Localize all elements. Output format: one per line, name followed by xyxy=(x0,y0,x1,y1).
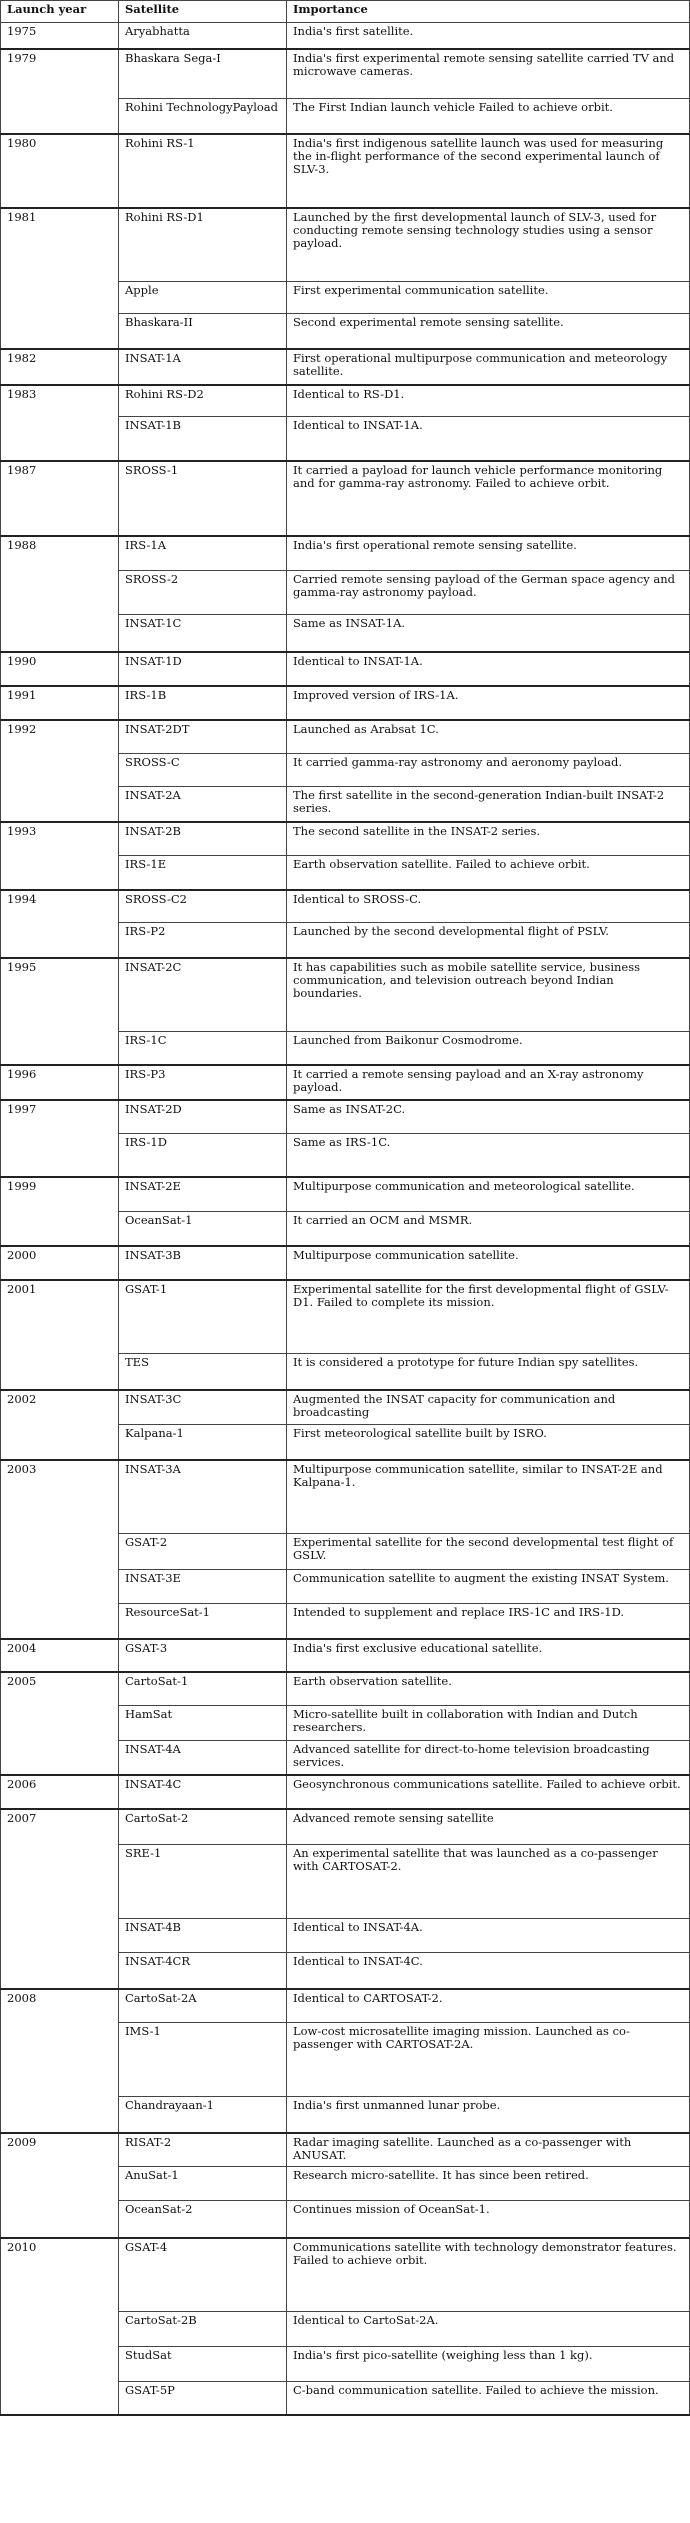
satellite-cell: INSAT-2D xyxy=(119,1100,287,1134)
satellite-cell: CartoSat-2 xyxy=(119,1809,287,1845)
satellite-cell: GSAT-5P xyxy=(119,2382,287,2415)
launch-year-cell: 1983 xyxy=(1,385,119,461)
satellite-cell: IRS-1A xyxy=(119,536,287,571)
satellite-cell: GSAT-2 xyxy=(119,1534,287,1570)
importance-cell: First meteorological satellite built by ISRO. xyxy=(287,1425,690,1460)
table-row xyxy=(1,958,690,1032)
table-row xyxy=(1,720,690,754)
table-row xyxy=(1,1672,690,1706)
satellite-cell: INSAT-1A xyxy=(119,349,287,385)
importance-cell: Identical to RS-D1. xyxy=(287,385,690,417)
launch-year-cell: 2005 xyxy=(1,1672,119,1775)
table-row xyxy=(1,1989,690,2023)
importance-cell: Intended to supplement and replace IRS-1C and IRS-1D. xyxy=(287,1604,690,1639)
satellite-cell: TES xyxy=(119,1354,287,1390)
satellite-cell: Rohini RS-1 xyxy=(119,134,287,208)
importance-cell: Identical to INSAT-4C. xyxy=(287,1953,690,1989)
table-row xyxy=(1,1280,690,1354)
launch-year-cell: 1979 xyxy=(1,49,119,134)
satellite-cell: INSAT-1C xyxy=(119,615,287,652)
table-row xyxy=(1,1809,690,1845)
importance-cell: Experimental satellite for the first developmental flight of GSLV-D1. Failed to complete its mission. xyxy=(287,1280,690,1354)
table-row xyxy=(1,686,690,720)
satellite-cell: IRS-1D xyxy=(119,1134,287,1177)
launch-year-cell: 1995 xyxy=(1,958,119,1065)
importance-cell: Identical to INSAT-1A. xyxy=(287,652,690,686)
satellite-cell: SROSS-1 xyxy=(119,461,287,536)
importance-cell: India's first unmanned lunar probe. xyxy=(287,2097,690,2133)
table-row xyxy=(1,2133,690,2167)
importance-cell: It carried a payload for launch vehicle performance monitoring and for gamma-ray astronomy. Failed to achieve orbit. xyxy=(287,461,690,536)
satellite-cell: CartoSat-2A xyxy=(119,1989,287,2023)
importance-cell: Launched from Baikonur Cosmodrome. xyxy=(287,1032,690,1065)
launch-year-cell: 1994 xyxy=(1,890,119,958)
table-row xyxy=(1,461,690,536)
importance-cell: India's first indigenous satellite launch was used for measuring the in-flight performance of the second experimental launch of SLV-3. xyxy=(287,134,690,208)
table-row xyxy=(1,2238,690,2312)
importance-cell: Communication satellite to augment the existing INSAT System. xyxy=(287,1570,690,1604)
importance-cell: Earth observation satellite. xyxy=(287,1672,690,1706)
satellite-cell: HamSat xyxy=(119,1706,287,1741)
importance-cell: Continues mission of OceanSat-1. xyxy=(287,2201,690,2238)
importance-cell: The second satellite in the INSAT-2 series. xyxy=(287,822,690,856)
launch-year-cell: 2010 xyxy=(1,2238,119,2415)
satellite-cell: INSAT-3C xyxy=(119,1390,287,1425)
importance-cell: Identical to INSAT-1A. xyxy=(287,417,690,461)
satellite-cell: IRS-1B xyxy=(119,686,287,720)
importance-cell: Low-cost microsatellite imaging mission. Launched as co-passenger with CARTOSAT-2A. xyxy=(287,2023,690,2097)
importance-cell: India's first pico-satellite (weighing less than 1 kg). xyxy=(287,2347,690,2382)
importance-cell: Communications satellite with technology demonstrator features. Failed to achieve orbit. xyxy=(287,2238,690,2312)
launch-year-cell: 2001 xyxy=(1,1280,119,1390)
launch-year-cell: 1975 xyxy=(1,23,119,49)
satellite-cell: INSAT-3E xyxy=(119,1570,287,1604)
satellite-cell: SROSS-2 xyxy=(119,571,287,615)
satellite-cell: Rohini RS-D1 xyxy=(119,208,287,282)
table-row xyxy=(1,1460,690,1534)
launch-year-cell: 1981 xyxy=(1,208,119,349)
satellite-cell: INSAT-4A xyxy=(119,1741,287,1775)
satellite-cell: RISAT-2 xyxy=(119,2133,287,2167)
satellite-cell: AnuSat-1 xyxy=(119,2167,287,2201)
satellite-cell: Rohini TechnologyPayload xyxy=(119,99,287,134)
table-row xyxy=(1,1100,690,1134)
table-row xyxy=(1,1246,690,1280)
satellite-cell: SRE-1 xyxy=(119,1845,287,1919)
launch-year-cell: 1982 xyxy=(1,349,119,385)
launch-year-cell: 2004 xyxy=(1,1639,119,1672)
satellite-cell: INSAT-4CR xyxy=(119,1953,287,1989)
satellite-cell: INSAT-1B xyxy=(119,417,287,461)
launch-year-cell: 1990 xyxy=(1,652,119,686)
importance-cell: It has capabilities such as mobile satellite service, business communication, and television outreach beyond Indian boundaries. xyxy=(287,958,690,1032)
importance-cell: Multipurpose communication satellite, similar to INSAT-2E and Kalpana-1. xyxy=(287,1460,690,1534)
importance-cell: It is considered a prototype for future Indian spy satellites. xyxy=(287,1354,690,1390)
table-row xyxy=(1,385,690,417)
importance-cell: Launched by the second developmental flight of PSLV. xyxy=(287,923,690,958)
table-row xyxy=(1,349,690,385)
importance-cell: Augmented the INSAT capacity for communication and broadcasting xyxy=(287,1390,690,1425)
satellite-cell: Apple xyxy=(119,282,287,314)
importance-cell: It carried an OCM and MSMR. xyxy=(287,1212,690,1246)
importance-cell: First operational multipurpose communication and meteorology satellite. xyxy=(287,349,690,385)
satellite-cell: INSAT-4C xyxy=(119,1775,287,1809)
table-row xyxy=(1,49,690,99)
table-row xyxy=(1,822,690,856)
table-row xyxy=(1,208,690,282)
importance-cell: Advanced remote sensing satellite xyxy=(287,1809,690,1845)
importance-cell: India's first experimental remote sensing satellite carried TV and microwave cameras. xyxy=(287,49,690,99)
importance-cell: Same as INSAT-1A. xyxy=(287,615,690,652)
importance-cell: An experimental satellite that was launched as a co-passenger with CARTOSAT-2. xyxy=(287,1845,690,1919)
satellite-cell: INSAT-2A xyxy=(119,787,287,822)
satellite-cell: Kalpana-1 xyxy=(119,1425,287,1460)
importance-cell: Launched as Arabsat 1C. xyxy=(287,720,690,754)
satellite-cell: INSAT-2B xyxy=(119,822,287,856)
importance-cell: India's first satellite. xyxy=(287,23,690,49)
importance-cell: Identical to INSAT-4A. xyxy=(287,1919,690,1953)
satellite-cell: ResourceSat-1 xyxy=(119,1604,287,1639)
launch-year-cell: 2000 xyxy=(1,1246,119,1280)
table-row xyxy=(1,134,690,208)
table-row xyxy=(1,1775,690,1809)
satellite-cell: GSAT-3 xyxy=(119,1639,287,1672)
satellite-cell: CartoSat-1 xyxy=(119,1672,287,1706)
launch-year-cell: 2003 xyxy=(1,1460,119,1639)
table-row xyxy=(1,890,690,923)
launch-year-cell: 1996 xyxy=(1,1065,119,1100)
importance-cell: India's first exclusive educational satellite. xyxy=(287,1639,690,1672)
satellite-cell: IMS-1 xyxy=(119,2023,287,2097)
importance-cell: C-band communication satellite. Failed to achieve the mission. xyxy=(287,2382,690,2415)
importance-cell: Radar imaging satellite. Launched as a co-passenger with ANUSAT. xyxy=(287,2133,690,2167)
importance-cell: It carried a remote sensing payload and an X-ray astronomy payload. xyxy=(287,1065,690,1100)
header-launch-year: Launch year xyxy=(1,1,119,23)
launch-year-cell: 2008 xyxy=(1,1989,119,2133)
table-row xyxy=(1,1065,690,1100)
satellite-cell: SROSS-C xyxy=(119,754,287,787)
importance-cell: Identical to CARTOSAT-2. xyxy=(287,1989,690,2023)
header-importance: Importance xyxy=(287,1,690,23)
satellite-cell: INSAT-2C xyxy=(119,958,287,1032)
importance-cell: Same as IRS-1C. xyxy=(287,1134,690,1177)
importance-cell: India's first operational remote sensing satellite. xyxy=(287,536,690,571)
launch-year-cell: 1997 xyxy=(1,1100,119,1177)
table-body xyxy=(1,23,690,2415)
satellite-cell: OceanSat-2 xyxy=(119,2201,287,2238)
satellite-cell: Bhaskara Sega-I xyxy=(119,49,287,99)
table-row xyxy=(1,23,690,49)
satellite-cell: SROSS-C2 xyxy=(119,890,287,923)
satellite-cell: INSAT-3A xyxy=(119,1460,287,1534)
importance-cell: Identical to CartoSat-2A. xyxy=(287,2312,690,2347)
table-row xyxy=(1,1177,690,1212)
importance-cell: Carried remote sensing payload of the German space agency and gamma-ray astronomy payload. xyxy=(287,571,690,615)
importance-cell: First experimental communication satellite. xyxy=(287,282,690,314)
launch-year-cell: 1988 xyxy=(1,536,119,652)
importance-cell: The First Indian launch vehicle Failed to achieve orbit. xyxy=(287,99,690,134)
satellite-cell: OceanSat-1 xyxy=(119,1212,287,1246)
importance-cell: Same as INSAT-2C. xyxy=(287,1100,690,1134)
satellite-cell: INSAT-4B xyxy=(119,1919,287,1953)
satellite-cell: CartoSat-2B xyxy=(119,2312,287,2347)
header-satellite: Satellite xyxy=(119,1,287,23)
satellite-cell: INSAT-2E xyxy=(119,1177,287,1212)
importance-cell: Multipurpose communication satellite. xyxy=(287,1246,690,1280)
importance-cell: Second experimental remote sensing satellite. xyxy=(287,314,690,349)
table-row xyxy=(1,1390,690,1425)
launch-year-cell: 1991 xyxy=(1,686,119,720)
satellite-cell: GSAT-4 xyxy=(119,2238,287,2312)
launch-year-cell: 2002 xyxy=(1,1390,119,1460)
satellite-cell: IRS-P3 xyxy=(119,1065,287,1100)
table-row xyxy=(1,1639,690,1672)
table-header xyxy=(1,1,690,23)
satellite-cell: Bhaskara-II xyxy=(119,314,287,349)
importance-cell: Identical to SROSS-C. xyxy=(287,890,690,923)
launch-year-cell: 1999 xyxy=(1,1177,119,1246)
launch-year-cell: 2007 xyxy=(1,1809,119,1989)
launch-year-cell: 1993 xyxy=(1,822,119,890)
satellite-cell: IRS-P2 xyxy=(119,923,287,958)
launch-year-cell: 1980 xyxy=(1,134,119,208)
table-row xyxy=(1,536,690,571)
importance-cell: The first satellite in the second-generation Indian-built INSAT-2 series. xyxy=(287,787,690,822)
importance-cell: Experimental satellite for the second developmental test flight of GSLV. xyxy=(287,1534,690,1570)
table-row xyxy=(1,652,690,686)
importance-cell: It carried gamma-ray astronomy and aeronomy payload. xyxy=(287,754,690,787)
importance-cell: Multipurpose communication and meteorological satellite. xyxy=(287,1177,690,1212)
launch-year-cell: 1987 xyxy=(1,461,119,536)
launch-year-cell: 2009 xyxy=(1,2133,119,2238)
importance-cell: Micro-satellite built in collaboration with Indian and Dutch researchers. xyxy=(287,1706,690,1741)
satellite-cell: INSAT-2DT xyxy=(119,720,287,754)
satellite-cell: INSAT-1D xyxy=(119,652,287,686)
importance-cell: Advanced satellite for direct-to-home television broadcasting services. xyxy=(287,1741,690,1775)
satellite-cell: Rohini RS-D2 xyxy=(119,385,287,417)
satellite-cell: StudSat xyxy=(119,2347,287,2382)
importance-cell: Research micro-satellite. It has since been retired. xyxy=(287,2167,690,2201)
importance-cell: Geosynchronous communications satellite. Failed to achieve orbit. xyxy=(287,1775,690,1809)
header-row xyxy=(1,1,690,23)
satellite-cell: IRS-1C xyxy=(119,1032,287,1065)
satellite-cell: Aryabhatta xyxy=(119,23,287,49)
importance-cell: Earth observation satellite. Failed to achieve orbit. xyxy=(287,856,690,890)
satellite-cell: IRS-1E xyxy=(119,856,287,890)
satellite-cell: GSAT-1 xyxy=(119,1280,287,1354)
launch-year-cell: 2006 xyxy=(1,1775,119,1809)
launch-year-cell: 1992 xyxy=(1,720,119,822)
satellite-cell: Chandrayaan-1 xyxy=(119,2097,287,2133)
importance-cell: Launched by the first developmental launch of SLV-3, used for conducting remote sensing technology studies using a sensor payload. xyxy=(287,208,690,282)
importance-cell: Improved version of IRS-1A. xyxy=(287,686,690,720)
satellite-cell: INSAT-3B xyxy=(119,1246,287,1280)
